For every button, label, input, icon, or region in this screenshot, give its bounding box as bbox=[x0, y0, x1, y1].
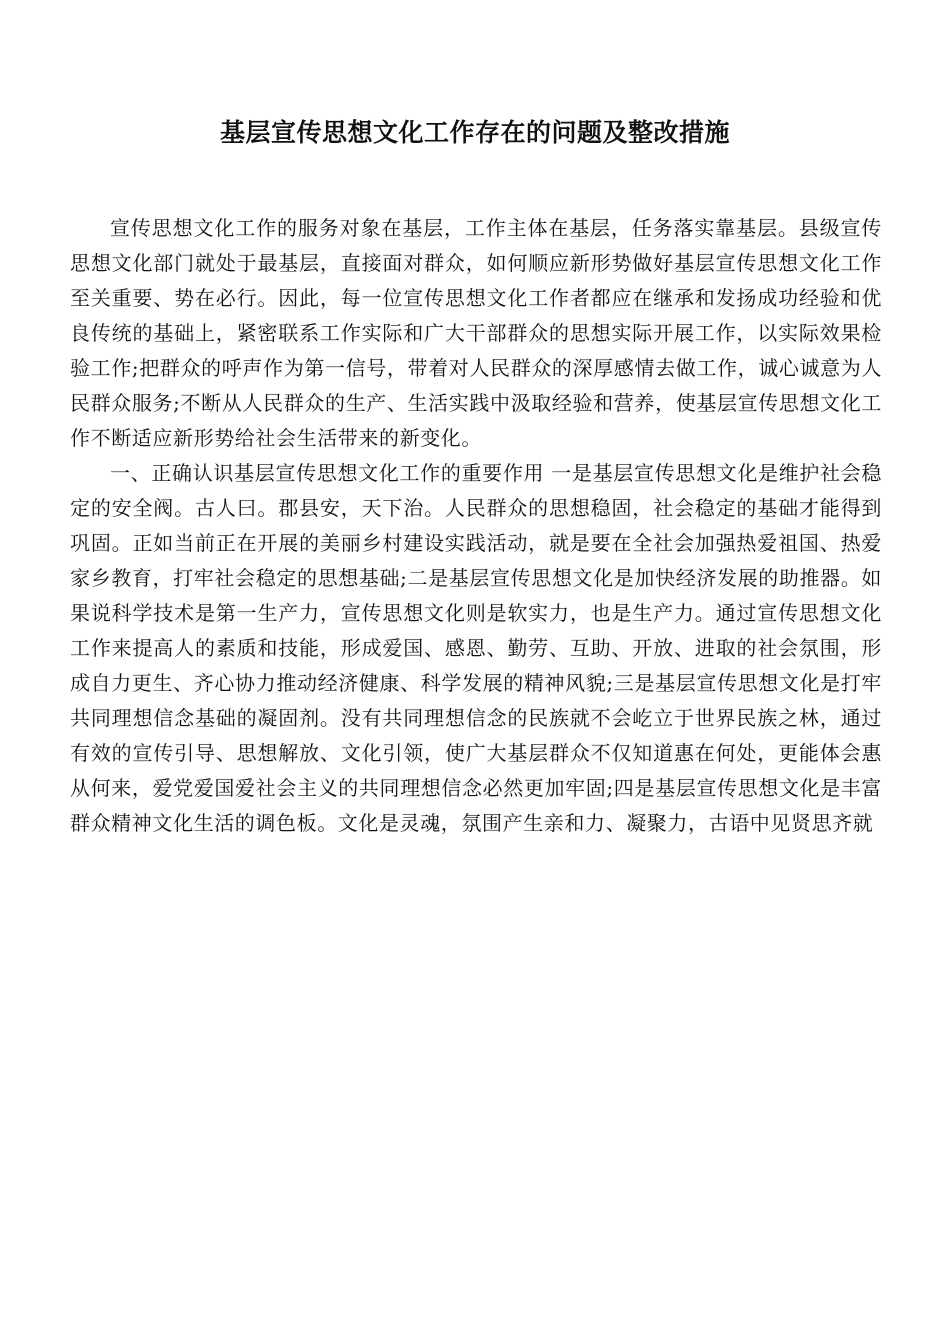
document-title: 基层宣传思想文化工作存在的问题及整改措施 bbox=[220, 117, 731, 147]
body-paragraph: 一、正确认识基层宣传思想文化工作的重要作用 一是基层宣传思想文化是维护社会稳定的安全阀。古人曰。郡县安，天下治。人民群众的思想稳固，社会稳定的基础才能得到巩固。正如当前正在开展的美丽乡村建设实践活动，就是要在全社会加强热爱祖国、热爱家乡教育，打牢社会稳定的思想基础;二是基层宣传思想文化是加快经济发展的助推器。如果说科学技术是第一生产力，宣传思想文化则是软实力，也是生产力。通过宣传思想文化工作来提高人的素质和技能，形成爱国、感恩、勤劳、互助、开放、进取的社会氛围，形成自力更生、齐心协力推动经济健康、科学发展的精神风貌;三是基层宣传思想文化是打牢共同理想信念基础的凝固剂。没有共同理想信念的民族就不会屹立于世界民族之林，通过有效的宣传引导、思想解放、文化引领，使广大基层群众不仅知道惠在何处，更能体会惠从何来，爱党爱国爱社会主义的共同理想信念必然更加牢固;四是基层宣传思想文化是丰富群众精神文化生活的调色板。文化是灵魂，氛围产生亲和力、凝聚力，古语中见贤思齐就 bbox=[70, 461, 882, 835]
document-body bbox=[70, 211, 882, 841]
body-paragraph: 宣传思想文化工作的服务对象在基层，工作主体在基层，任务落实靠基层。县级宣传思想文化部门就处于最基层，直接面对群众，如何顺应新形势做好基层宣传思想文化工作至关重要、势在必行。因此，每一位宣传思想文化工作者都应在继承和发扬成功经验和优良传统的基础上，紧密联系工作实际和广大干部群众的思想实际开展工作，以实际效果检验工作;把群众的呼声作为第一信号，带着对人民群众的深厚感情去做工作，诚心诚意为人民群众服务;不断从人民群众的生产、生活实践中汲取经验和营养，使基层宣传思想文化工作不断适应新形势给社会生活带来的新变化。 bbox=[70, 216, 882, 450]
